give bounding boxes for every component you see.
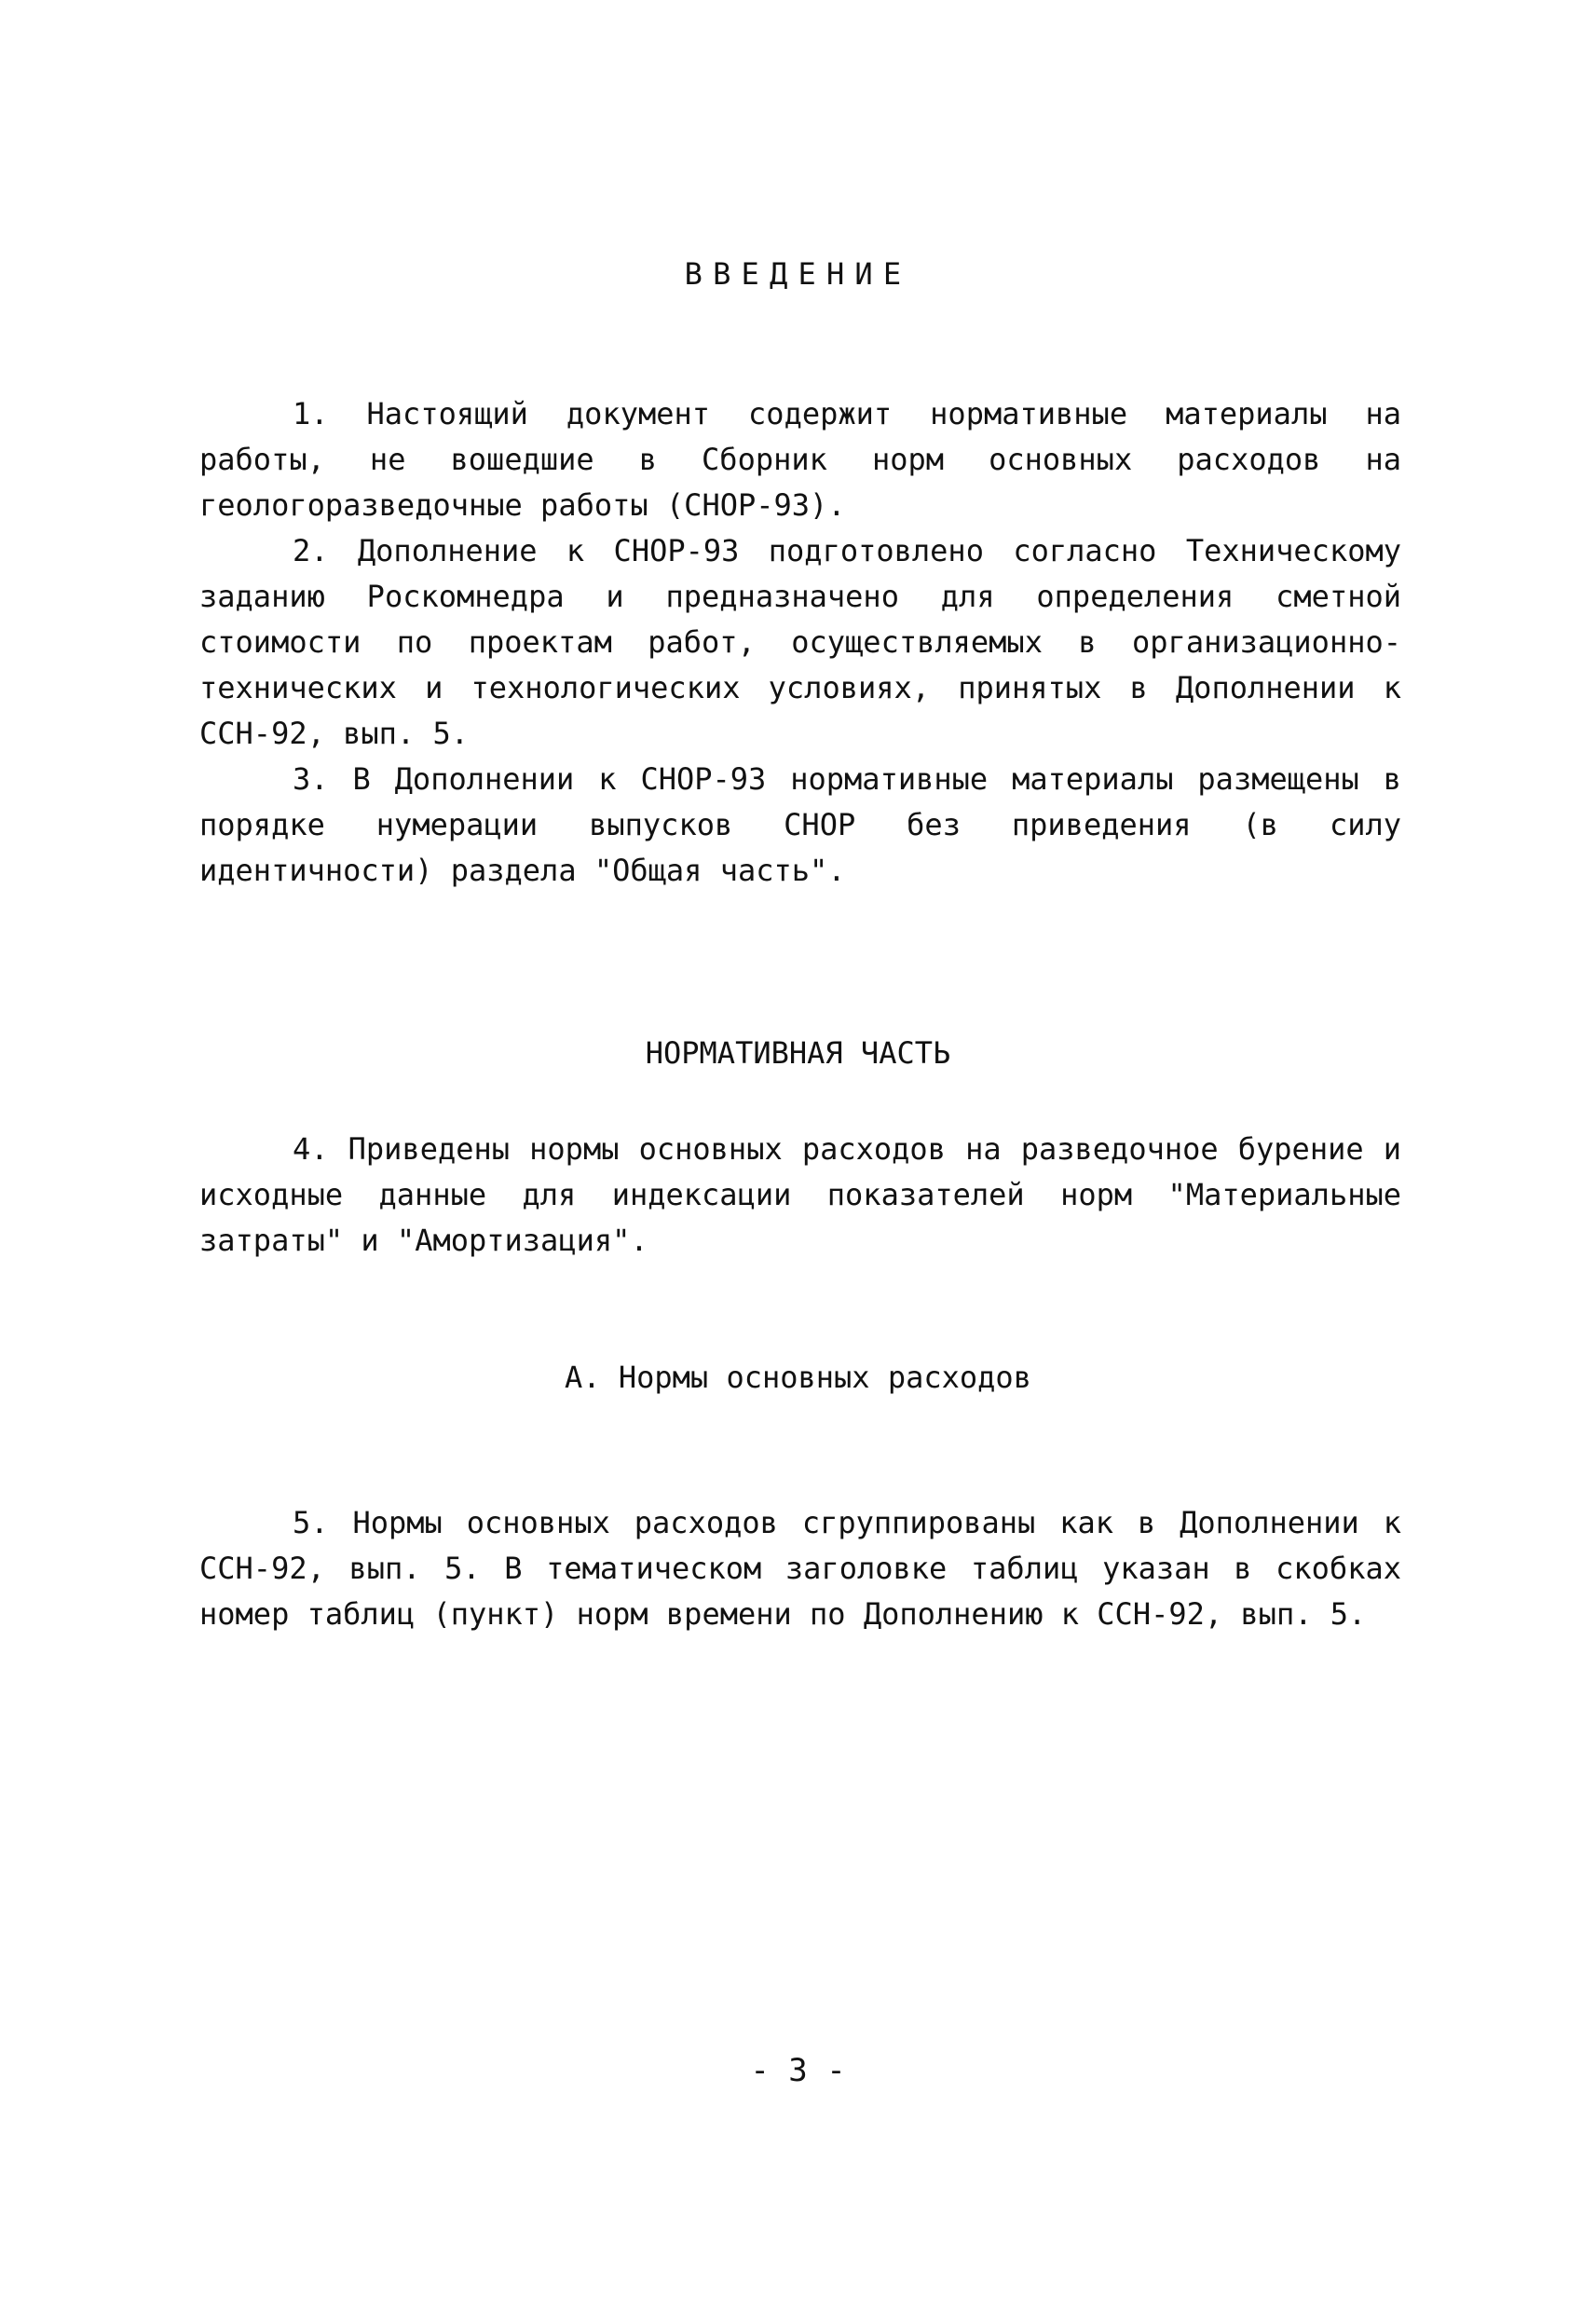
page-number: - 3 - bbox=[750, 2052, 846, 2089]
intro-paragraph-1: 1. Настоящий документ содержит нормативные материалы на работы, не вошедшие в Сборник норм основных расходов на геологоразведочные работы (СНОР-93). bbox=[199, 396, 1401, 523]
subsection-paragraph: 5. Нормы основных расходов сгруппированы как в Дополнении к ССН-92, вып. 5. В тематическом заголовке таблиц указан в скобках номер таблиц (пункт) норм времени по Дополнению к ССН-92, вып. 5. bbox=[199, 1505, 1401, 1632]
intro-paragraph-3: 3. В Дополнении к СНОР-93 нормативные материалы размещены в порядке нумерации выпусков СНОР без приведения (в силу идентичности) раздела "Общая часть". bbox=[199, 761, 1401, 888]
section-heading: НОРМАТИВНАЯ ЧАСТЬ bbox=[645, 1035, 951, 1071]
intro-paragraph-2: 2. Дополнение к СНОР-93 подготовлено согласно Техническому заданию Роскомнедра и предназначено для определения сметной стоимости по проектам работ, осуществляемых в организационно-технических и технологических условиях, принятых в Дополнении к ССН-92, вып. 5. bbox=[199, 533, 1401, 751]
document-title: ВВЕДЕНИЕ bbox=[684, 256, 912, 292]
subsection-heading: А. Нормы основных расходов bbox=[565, 1360, 1031, 1395]
section-paragraph: 4. Приведены нормы основных расходов на разведочное бурение и исходные данные для индексации показателей норм "Материальные затраты" и "Амортизация". bbox=[199, 1131, 1401, 1258]
